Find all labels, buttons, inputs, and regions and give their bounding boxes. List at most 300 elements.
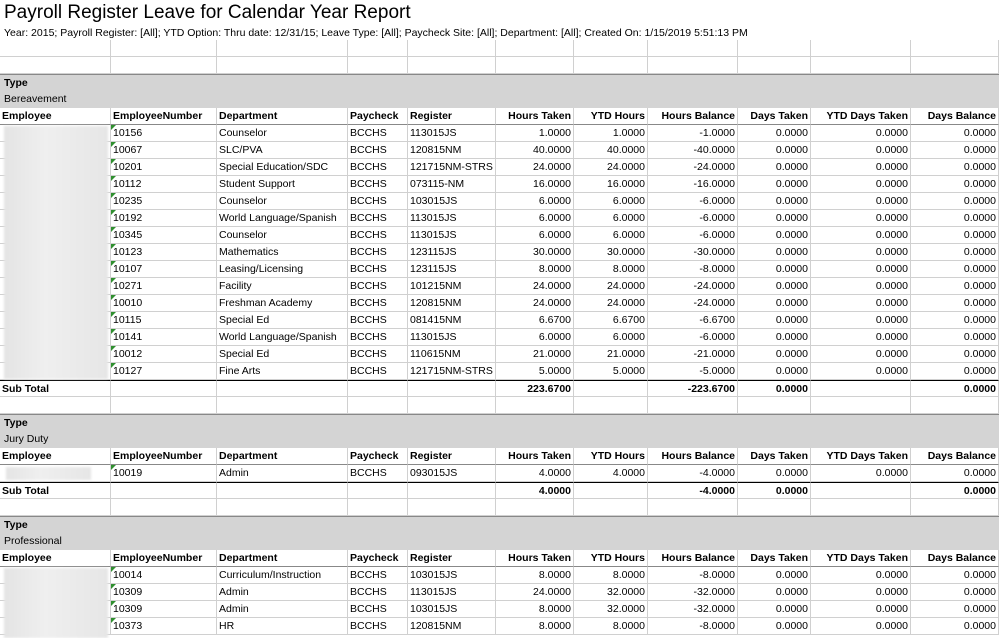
- data-cell[interactable]: 10107: [111, 261, 217, 278]
- data-cell[interactable]: 073115-NM: [408, 176, 496, 193]
- type-label: Type: [0, 516, 999, 533]
- data-cell[interactable]: BCCHS: [348, 278, 408, 295]
- data-cell[interactable]: Counselor: [217, 193, 348, 210]
- cell[interactable]: [911, 397, 999, 414]
- data-cell[interactable]: 10112: [111, 176, 217, 193]
- data-cell[interactable]: 0.0000: [738, 278, 811, 295]
- data-cell[interactable]: 113015JS: [408, 584, 496, 601]
- column-header[interactable]: Hours Taken: [496, 550, 574, 567]
- data-cell[interactable]: 6.6700: [574, 312, 648, 329]
- cell[interactable]: [911, 499, 999, 516]
- data-cell[interactable]: 0.0000: [738, 176, 811, 193]
- data-cell[interactable]: 30.0000: [496, 244, 574, 261]
- data-cell[interactable]: 0.0000: [911, 329, 999, 346]
- column-header[interactable]: Paycheck: [348, 448, 408, 465]
- data-cell[interactable]: 0.0000: [911, 159, 999, 176]
- data-cell[interactable]: 8.0000: [496, 567, 574, 584]
- cell[interactable]: [811, 397, 911, 414]
- cell[interactable]: [811, 57, 911, 74]
- data-cell[interactable]: 120815NM: [408, 618, 496, 635]
- data-cell[interactable]: 24.0000: [496, 295, 574, 312]
- data-cell[interactable]: -8.0000: [648, 618, 738, 635]
- column-header[interactable]: Paycheck: [348, 550, 408, 567]
- table-row[interactable]: [0, 618, 999, 635]
- cell[interactable]: [911, 57, 999, 74]
- cell[interactable]: [111, 57, 217, 74]
- data-cell[interactable]: Fine Arts: [217, 363, 348, 380]
- data-cell[interactable]: 0.0000: [738, 601, 811, 618]
- cell[interactable]: [811, 40, 911, 57]
- data-cell[interactable]: 0.0000: [911, 312, 999, 329]
- data-cell[interactable]: 24.0000: [574, 159, 648, 176]
- table-row[interactable]: [0, 261, 999, 278]
- data-cell[interactable]: 0.0000: [911, 261, 999, 278]
- data-cell[interactable]: 32.0000: [574, 584, 648, 601]
- data-cell[interactable]: 0.0000: [811, 227, 911, 244]
- column-header[interactable]: YTD Days Taken: [811, 108, 911, 125]
- cell[interactable]: [911, 40, 999, 57]
- data-cell[interactable]: 10014: [111, 567, 217, 584]
- data-cell[interactable]: 5.0000: [496, 363, 574, 380]
- cell[interactable]: [648, 40, 738, 57]
- data-cell[interactable]: 10019: [111, 465, 217, 482]
- data-cell[interactable]: 30.0000: [574, 244, 648, 261]
- table-row[interactable]: [0, 176, 999, 193]
- data-cell[interactable]: BCCHS: [348, 193, 408, 210]
- cell[interactable]: [111, 40, 217, 57]
- data-cell[interactable]: 0.0000: [738, 193, 811, 210]
- data-cell[interactable]: 1.0000: [574, 125, 648, 142]
- data-cell[interactable]: 0.0000: [811, 601, 911, 618]
- data-cell[interactable]: -32.0000: [648, 584, 738, 601]
- data-cell[interactable]: BCCHS: [348, 244, 408, 261]
- cell[interactable]: [408, 40, 496, 57]
- cell[interactable]: [217, 499, 348, 516]
- cell: [348, 482, 408, 499]
- data-cell[interactable]: 8.0000: [574, 567, 648, 584]
- data-cell[interactable]: 0.0000: [738, 261, 811, 278]
- data-cell[interactable]: 0.0000: [811, 312, 911, 329]
- data-cell[interactable]: Counselor: [217, 227, 348, 244]
- cell[interactable]: [111, 499, 217, 516]
- data-cell[interactable]: 24.0000: [496, 159, 574, 176]
- column-header[interactable]: Days Balance: [911, 448, 999, 465]
- table-row[interactable]: [0, 125, 999, 142]
- column-header[interactable]: EmployeeNumber: [111, 550, 217, 567]
- data-cell[interactable]: -21.0000: [648, 346, 738, 363]
- cell[interactable]: [496, 40, 574, 57]
- data-cell[interactable]: -8.0000: [648, 567, 738, 584]
- data-cell[interactable]: 24.0000: [496, 584, 574, 601]
- data-cell[interactable]: 0.0000: [811, 210, 911, 227]
- data-cell[interactable]: 0.0000: [811, 278, 911, 295]
- column-header[interactable]: Days Taken: [738, 108, 811, 125]
- data-cell[interactable]: 40.0000: [574, 142, 648, 159]
- data-cell[interactable]: 0.0000: [738, 125, 811, 142]
- data-cell[interactable]: 0.0000: [811, 142, 911, 159]
- data-cell[interactable]: BCCHS: [348, 176, 408, 193]
- column-header[interactable]: Register: [408, 550, 496, 567]
- data-cell[interactable]: Student Support: [217, 176, 348, 193]
- table-row[interactable]: [0, 227, 999, 244]
- data-cell[interactable]: Facility: [217, 278, 348, 295]
- data-cell[interactable]: 110615NM: [408, 346, 496, 363]
- data-cell[interactable]: 5.0000: [574, 363, 648, 380]
- data-cell[interactable]: 0.0000: [911, 142, 999, 159]
- data-cell[interactable]: 0.0000: [911, 584, 999, 601]
- data-cell[interactable]: 113015JS: [408, 227, 496, 244]
- data-cell[interactable]: 120815NM: [408, 142, 496, 159]
- data-cell[interactable]: 6.0000: [496, 210, 574, 227]
- data-cell[interactable]: 0.0000: [738, 142, 811, 159]
- data-cell[interactable]: -16.0000: [648, 176, 738, 193]
- cell[interactable]: [0, 397, 111, 414]
- data-cell[interactable]: 0.0000: [738, 567, 811, 584]
- cell[interactable]: [0, 57, 111, 74]
- data-cell[interactable]: HR: [217, 618, 348, 635]
- cell[interactable]: [648, 57, 738, 74]
- data-cell[interactable]: Freshman Academy: [217, 295, 348, 312]
- column-header[interactable]: Hours Balance: [648, 108, 738, 125]
- cell[interactable]: [0, 499, 111, 516]
- data-cell[interactable]: 0.0000: [911, 601, 999, 618]
- data-cell[interactable]: 10012: [111, 346, 217, 363]
- data-cell[interactable]: 10067: [111, 142, 217, 159]
- table-row[interactable]: [0, 159, 999, 176]
- column-header[interactable]: YTD Days Taken: [811, 550, 911, 567]
- data-cell[interactable]: 10373: [111, 618, 217, 635]
- cell[interactable]: [348, 397, 408, 414]
- data-cell[interactable]: 123115JS: [408, 261, 496, 278]
- data-cell[interactable]: 103015JS: [408, 601, 496, 618]
- data-cell[interactable]: -24.0000: [648, 159, 738, 176]
- data-cell[interactable]: 4.0000: [574, 465, 648, 482]
- data-cell[interactable]: 4.0000: [496, 465, 574, 482]
- data-cell[interactable]: 10309: [111, 584, 217, 601]
- table-row[interactable]: [0, 142, 999, 159]
- data-cell[interactable]: 0.0000: [911, 363, 999, 380]
- data-cell[interactable]: 8.0000: [574, 618, 648, 635]
- data-cell[interactable]: 0.0000: [738, 329, 811, 346]
- data-cell[interactable]: 8.0000: [496, 601, 574, 618]
- data-cell[interactable]: -6.0000: [648, 329, 738, 346]
- data-cell[interactable]: -40.0000: [648, 142, 738, 159]
- data-cell[interactable]: 103015JS: [408, 193, 496, 210]
- data-cell[interactable]: Counselor: [217, 125, 348, 142]
- data-cell[interactable]: 10309: [111, 601, 217, 618]
- data-cell[interactable]: 0.0000: [738, 618, 811, 635]
- data-cell[interactable]: 24.0000: [574, 278, 648, 295]
- data-cell[interactable]: -30.0000: [648, 244, 738, 261]
- data-cell[interactable]: 10115: [111, 312, 217, 329]
- data-cell[interactable]: BCCHS: [348, 363, 408, 380]
- data-cell[interactable]: -32.0000: [648, 601, 738, 618]
- data-cell[interactable]: 121715NM-STRS: [408, 159, 496, 176]
- data-cell[interactable]: 101215NM: [408, 278, 496, 295]
- data-cell[interactable]: 16.0000: [574, 176, 648, 193]
- data-cell[interactable]: -8.0000: [648, 261, 738, 278]
- data-cell[interactable]: 123115JS: [408, 244, 496, 261]
- data-cell[interactable]: 0.0000: [738, 465, 811, 482]
- data-cell[interactable]: 21.0000: [574, 346, 648, 363]
- cell[interactable]: [574, 57, 648, 74]
- column-header[interactable]: YTD Hours: [574, 108, 648, 125]
- column-header[interactable]: Days Taken: [738, 550, 811, 567]
- cell[interactable]: [111, 397, 217, 414]
- data-cell[interactable]: 10271: [111, 278, 217, 295]
- cell[interactable]: [0, 40, 111, 57]
- data-cell[interactable]: 21.0000: [496, 346, 574, 363]
- data-cell[interactable]: 8.0000: [496, 261, 574, 278]
- data-cell[interactable]: 10127: [111, 363, 217, 380]
- data-cell[interactable]: 6.0000: [574, 227, 648, 244]
- data-cell[interactable]: BCCHS: [348, 584, 408, 601]
- cell[interactable]: [574, 40, 648, 57]
- data-cell[interactable]: -24.0000: [648, 278, 738, 295]
- data-cell[interactable]: 10192: [111, 210, 217, 227]
- column-header[interactable]: Register: [408, 108, 496, 125]
- cell[interactable]: [738, 57, 811, 74]
- data-cell[interactable]: 6.0000: [574, 193, 648, 210]
- table-row[interactable]: [0, 295, 999, 312]
- data-cell[interactable]: 0.0000: [738, 159, 811, 176]
- data-cell[interactable]: 10201: [111, 159, 217, 176]
- data-cell[interactable]: 6.0000: [496, 227, 574, 244]
- data-cell[interactable]: 8.0000: [496, 618, 574, 635]
- data-cell[interactable]: 1.0000: [496, 125, 574, 142]
- data-cell[interactable]: 0.0000: [911, 465, 999, 482]
- data-cell[interactable]: 10156: [111, 125, 217, 142]
- data-cell[interactable]: 8.0000: [574, 261, 648, 278]
- column-header[interactable]: Employee: [0, 108, 111, 125]
- data-cell[interactable]: 0.0000: [811, 176, 911, 193]
- column-header[interactable]: EmployeeNumber: [111, 108, 217, 125]
- table-row[interactable]: [0, 329, 999, 346]
- column-header[interactable]: Department: [217, 550, 348, 567]
- cell[interactable]: [738, 499, 811, 516]
- cell[interactable]: [408, 397, 496, 414]
- column-header[interactable]: YTD Hours: [574, 448, 648, 465]
- data-cell[interactable]: -6.0000: [648, 210, 738, 227]
- data-cell[interactable]: 0.0000: [911, 227, 999, 244]
- data-cell[interactable]: 10010: [111, 295, 217, 312]
- data-cell[interactable]: 0.0000: [911, 567, 999, 584]
- data-cell[interactable]: -24.0000: [648, 295, 738, 312]
- data-cell[interactable]: 0.0000: [811, 567, 911, 584]
- data-cell[interactable]: SLC/PVA: [217, 142, 348, 159]
- data-cell[interactable]: 6.0000: [496, 329, 574, 346]
- cell[interactable]: [217, 57, 348, 74]
- data-cell[interactable]: BCCHS: [348, 465, 408, 482]
- data-cell[interactable]: BCCHS: [348, 618, 408, 635]
- data-cell[interactable]: BCCHS: [348, 261, 408, 278]
- table-row[interactable]: [0, 210, 999, 227]
- column-header[interactable]: YTD Days Taken: [811, 448, 911, 465]
- data-cell[interactable]: -6.0000: [648, 227, 738, 244]
- column-header[interactable]: Hours Balance: [648, 448, 738, 465]
- data-cell[interactable]: 0.0000: [811, 244, 911, 261]
- data-cell[interactable]: Leasing/Licensing: [217, 261, 348, 278]
- data-cell[interactable]: 0.0000: [811, 261, 911, 278]
- data-cell[interactable]: Special Ed: [217, 312, 348, 329]
- data-cell[interactable]: 0.0000: [738, 210, 811, 227]
- data-cell[interactable]: Curriculum/Instruction: [217, 567, 348, 584]
- data-cell[interactable]: 0.0000: [738, 363, 811, 380]
- data-cell[interactable]: 10123: [111, 244, 217, 261]
- data-cell[interactable]: 0.0000: [811, 159, 911, 176]
- data-cell[interactable]: 6.0000: [574, 329, 648, 346]
- cell[interactable]: [408, 499, 496, 516]
- cell[interactable]: [496, 499, 574, 516]
- cell[interactable]: [496, 397, 574, 414]
- column-header[interactable]: Hours Balance: [648, 550, 738, 567]
- data-cell[interactable]: 6.6700: [496, 312, 574, 329]
- data-cell[interactable]: 6.0000: [574, 210, 648, 227]
- data-cell[interactable]: 24.0000: [574, 295, 648, 312]
- table-row[interactable]: [0, 346, 999, 363]
- data-cell[interactable]: -1.0000: [648, 125, 738, 142]
- data-cell[interactable]: 121715NM-STRS: [408, 363, 496, 380]
- data-cell[interactable]: BCCHS: [348, 210, 408, 227]
- data-cell[interactable]: BCCHS: [348, 346, 408, 363]
- table-row[interactable]: [0, 244, 999, 261]
- data-cell[interactable]: BCCHS: [348, 125, 408, 142]
- data-cell[interactable]: 0.0000: [811, 125, 911, 142]
- data-cell[interactable]: 0.0000: [911, 244, 999, 261]
- data-cell[interactable]: BCCHS: [348, 142, 408, 159]
- cell[interactable]: [574, 397, 648, 414]
- data-cell[interactable]: 0.0000: [738, 295, 811, 312]
- data-cell[interactable]: 0.0000: [738, 227, 811, 244]
- data-cell[interactable]: -6.6700: [648, 312, 738, 329]
- column-header[interactable]: Employee: [0, 448, 111, 465]
- column-header[interactable]: Days Balance: [911, 108, 999, 125]
- cell[interactable]: [217, 397, 348, 414]
- table-row[interactable]: [0, 465, 999, 482]
- table-row[interactable]: [0, 278, 999, 295]
- data-cell[interactable]: 0.0000: [911, 210, 999, 227]
- data-cell[interactable]: 0.0000: [911, 176, 999, 193]
- column-header[interactable]: Department: [217, 108, 348, 125]
- data-cell[interactable]: -4.0000: [648, 465, 738, 482]
- cell[interactable]: [738, 397, 811, 414]
- data-cell[interactable]: 16.0000: [496, 176, 574, 193]
- data-cell[interactable]: 10345: [111, 227, 217, 244]
- data-cell[interactable]: BCCHS: [348, 567, 408, 584]
- data-cell[interactable]: BCCHS: [348, 601, 408, 618]
- table-row[interactable]: [0, 312, 999, 329]
- data-cell[interactable]: BCCHS: [348, 312, 408, 329]
- cell[interactable]: [348, 57, 408, 74]
- data-cell[interactable]: 0.0000: [911, 278, 999, 295]
- subtotal-value: 0.0000: [911, 482, 999, 499]
- cell[interactable]: [348, 499, 408, 516]
- cell[interactable]: [496, 57, 574, 74]
- data-cell[interactable]: World Language/Spanish: [217, 210, 348, 227]
- data-cell[interactable]: 113015JS: [408, 125, 496, 142]
- data-cell[interactable]: 103015JS: [408, 567, 496, 584]
- cell[interactable]: [217, 40, 348, 57]
- data-cell[interactable]: BCCHS: [348, 159, 408, 176]
- data-cell[interactable]: Admin: [217, 601, 348, 618]
- data-cell[interactable]: Special Education/SDC: [217, 159, 348, 176]
- cell[interactable]: [648, 397, 738, 414]
- data-cell[interactable]: 0.0000: [911, 295, 999, 312]
- data-cell[interactable]: BCCHS: [348, 329, 408, 346]
- cell[interactable]: [348, 40, 408, 57]
- data-cell[interactable]: 0.0000: [911, 125, 999, 142]
- cell[interactable]: [648, 499, 738, 516]
- data-cell[interactable]: 0.0000: [811, 329, 911, 346]
- cell[interactable]: [574, 499, 648, 516]
- data-cell[interactable]: 0.0000: [738, 584, 811, 601]
- column-header[interactable]: EmployeeNumber: [111, 448, 217, 465]
- data-cell[interactable]: Admin: [217, 465, 348, 482]
- column-header[interactable]: YTD Hours: [574, 550, 648, 567]
- data-cell[interactable]: 40.0000: [496, 142, 574, 159]
- data-cell[interactable]: 081415NM: [408, 312, 496, 329]
- data-cell[interactable]: Mathematics: [217, 244, 348, 261]
- table-row[interactable]: [0, 601, 999, 618]
- data-cell[interactable]: 0.0000: [811, 193, 911, 210]
- data-cell[interactable]: 0.0000: [811, 618, 911, 635]
- column-header[interactable]: Hours Taken: [496, 448, 574, 465]
- data-cell[interactable]: 0.0000: [811, 295, 911, 312]
- column-header[interactable]: Paycheck: [348, 108, 408, 125]
- data-cell[interactable]: BCCHS: [348, 227, 408, 244]
- column-header[interactable]: Employee: [0, 550, 111, 567]
- data-cell[interactable]: 093015JS: [408, 465, 496, 482]
- column-header[interactable]: Register: [408, 448, 496, 465]
- cell[interactable]: [811, 499, 911, 516]
- column-header[interactable]: Days Balance: [911, 550, 999, 567]
- table-row[interactable]: [0, 567, 999, 584]
- data-cell[interactable]: 0.0000: [911, 193, 999, 210]
- data-cell[interactable]: 10235: [111, 193, 217, 210]
- data-cell[interactable]: Special Ed: [217, 346, 348, 363]
- data-cell[interactable]: 0.0000: [738, 346, 811, 363]
- data-cell[interactable]: 0.0000: [811, 465, 911, 482]
- data-cell[interactable]: Admin: [217, 584, 348, 601]
- data-cell[interactable]: 0.0000: [811, 346, 911, 363]
- cell[interactable]: [738, 40, 811, 57]
- data-cell[interactable]: 24.0000: [496, 278, 574, 295]
- data-cell[interactable]: 0.0000: [811, 363, 911, 380]
- table-row[interactable]: [0, 584, 999, 601]
- data-cell[interactable]: 0.0000: [911, 346, 999, 363]
- data-cell[interactable]: 113015JS: [408, 210, 496, 227]
- data-cell[interactable]: 0.0000: [738, 312, 811, 329]
- data-cell[interactable]: 120815NM: [408, 295, 496, 312]
- cell[interactable]: [408, 57, 496, 74]
- data-cell[interactable]: 32.0000: [574, 601, 648, 618]
- table-row[interactable]: [0, 363, 999, 380]
- data-cell[interactable]: BCCHS: [348, 295, 408, 312]
- column-header[interactable]: Department: [217, 448, 348, 465]
- data-cell[interactable]: -6.0000: [648, 193, 738, 210]
- data-cell[interactable]: 0.0000: [738, 244, 811, 261]
- data-cell[interactable]: 0.0000: [911, 618, 999, 635]
- column-header[interactable]: Hours Taken: [496, 108, 574, 125]
- data-cell[interactable]: 6.0000: [496, 193, 574, 210]
- data-cell[interactable]: -5.0000: [648, 363, 738, 380]
- data-cell[interactable]: 113015JS: [408, 329, 496, 346]
- table-row[interactable]: [0, 193, 999, 210]
- column-header[interactable]: Days Taken: [738, 448, 811, 465]
- data-cell[interactable]: World Language/Spanish: [217, 329, 348, 346]
- data-cell[interactable]: 0.0000: [811, 584, 911, 601]
- data-cell[interactable]: 10141: [111, 329, 217, 346]
